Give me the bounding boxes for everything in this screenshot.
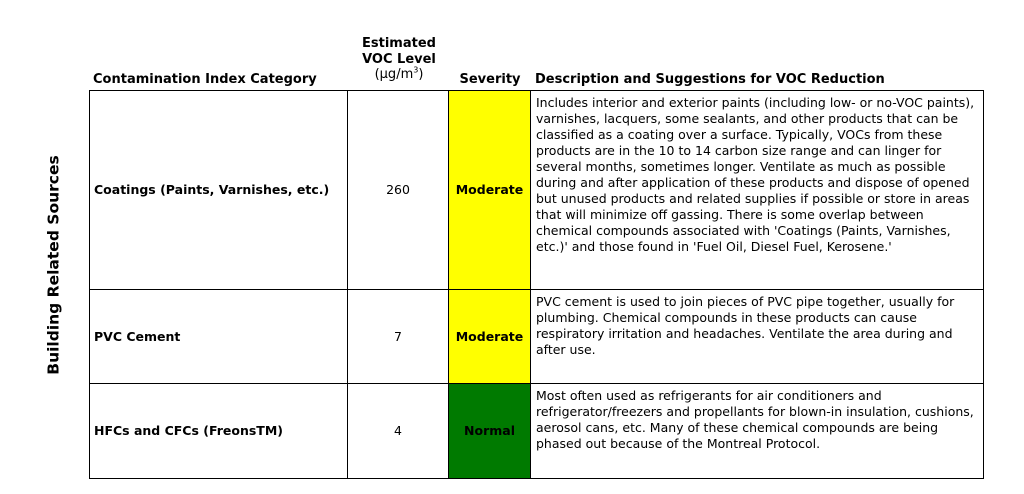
header-voc-level-line2: VOC Level [362,51,436,67]
severity-cell: Normal [449,384,531,479]
header-voc-level-unit [352,67,446,83]
unit-main: (µg/m [374,67,414,82]
unit-superscript: 3 [413,65,419,75]
severity-cell: Moderate [449,91,531,290]
table-row [90,384,984,479]
voc-level-cell: 7 [348,290,449,384]
severity-cell: Moderate [449,290,531,384]
header-category: Contamination Index Category [93,72,317,87]
description-cell: Most often used as refrigerants for air conditioners and refrigerator/freezers and propellants for blown-in insulation, cushions, aerosol cans, etc. Many of these chemical compounds are being phased out because of the Montreal Protocol. [531,384,984,479]
category-cell: HFCs and CFCs (FreonsTM) [90,384,348,479]
voc-level-cell: 4 [348,384,449,479]
header-severity: Severity [459,72,521,87]
table-row [90,290,984,384]
table-row [90,91,984,290]
description-cell: PVC cement is used to join pieces of PVC pipe together, usually for plumbing. Chemical compounds in these products can cause respiratory irritation and headaches. Ventilate the area during and after use. [531,290,984,384]
voc-level-cell: 260 [348,91,449,290]
voc-table [89,90,984,479]
side-section-label [40,140,68,390]
description-cell: Includes interior and exterior paints (including low- or no-VOC paints), varnishes, lacquers, some sealants, and other products that can be classified as a coating over a surface. Typically, VOCs from these products are in the 10 to 14 carbon size range and can linger for several months, sometimes longer. Ventilate as much as possible during and after application of these products and dispose of opened but unused products and related supplies if possible or store in areas that will minimize off gassing. There is some overlap between chemical compounds associated with 'Coatings (Paints, Varnishes, etc.)' and those found in 'Fuel Oil, Diesel Fuel, Kerosene.' [531,91,984,290]
header-voc-level-line1: Estimated [362,36,436,51]
side-section-label-text: Building Related Sources [45,155,63,375]
header-description: Description and Suggestions for VOC Reduction [535,72,885,87]
category-cell: Coatings (Paints, Varnishes, etc.) [90,91,348,290]
unit-end: ) [418,67,424,82]
header-voc-level [352,36,446,83]
category-cell: PVC Cement [90,290,348,384]
